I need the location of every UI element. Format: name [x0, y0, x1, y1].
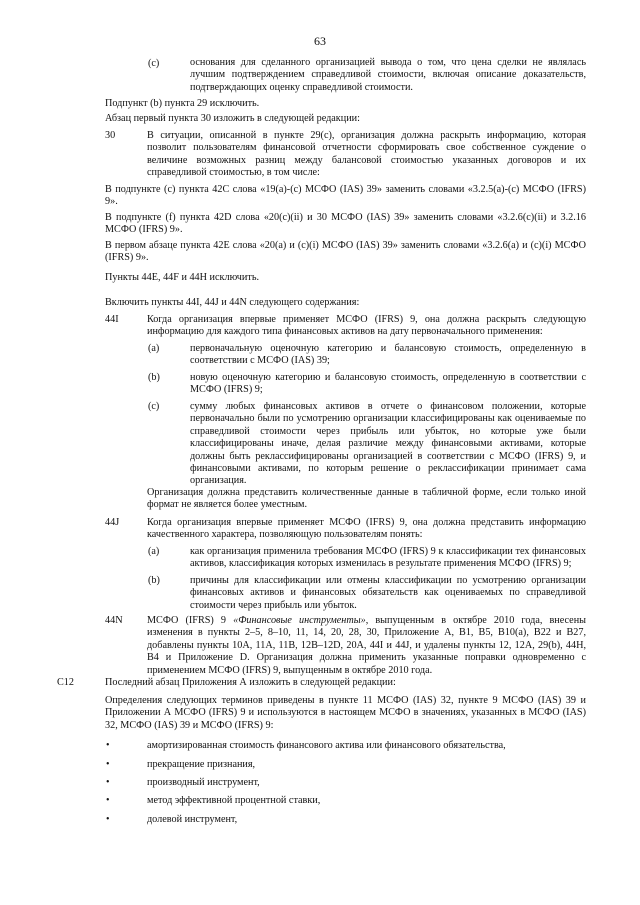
item-44N-italic: «Финансовые инструменты» [233, 615, 366, 626]
item-44I-b-text: новую оценочную категорию и балансовую стоимость, определенную в соответствии с МСФО (IFRS) 9; [190, 372, 586, 396]
bullet-3-text: производный инструмент, [147, 777, 260, 788]
item-44I-a-label: (a) [148, 343, 160, 354]
paragraph-5: В первом абзаце пункта 42Е слова «20(а) и (с)(i) МСФО (IAS) 39» заменить словами «3.2.6(а) и (с)(i) МСФО (IFRS) 9». [105, 240, 586, 264]
paragraph-6: Пункты 44Е, 44F и 44H исключить. [105, 272, 260, 283]
bullet-1: • [106, 740, 110, 751]
item-44J-label: 44J [105, 517, 120, 528]
bullet-2-text: прекращение признания, [147, 759, 256, 770]
top-item-text: основания для сделанного организацией вывода о том, что цена сделки не являлась лучшим подтверждением справедливой стоимости, включая описание доказательств, подтверждающих оценку справедливой стоимости. [190, 57, 586, 93]
bullet-4: • [106, 795, 110, 806]
paragraph-8: Определения следующих терминов приведены в пункте 11 МСФО (IAS) 32, пункте 9 МСФО (IAS) 39 и Приложении А МСФО (IFRS) 9 и используются в настоящем МСФО в значениях, указанных в МСФО (IAS) 32, МСФО (IAS) 39 и МСФО (IFRS) 9: [105, 695, 586, 731]
page-number: 63 [314, 34, 326, 48]
item-44J-text: Когда организация впервые применяет МСФО (IFRS) 9, она должна представить информацию качественного характера, позволяющую пользователям понять: [147, 517, 586, 541]
item-44N-body: , выпущенным в октябре 2010 года, внесены изменения в пункты 2–5, 8–10, 11, 14, 20, 28, 30, Приложение А, В1, В5, В10(а), В22 и В27, добавлены пункты 10А, 11А, 11В, 12В–12D, 20А, 44I и 44J, и удалены пункты 12, 12А, 29(b), 44Н, В4 и Приложение D. Организация должна применить указанные поправки одновременно с применением МСФО (IFRS) 9, выпущенным в октябре 2010 года. [147, 615, 586, 676]
item-44I-closing: Организация должна представить количественные данные в табличной форме, если только иной формат не является более уместным. [147, 487, 586, 511]
item-44J-a-text: как организация применила требования МСФО (IFRS) 9 к классификации тех финансовых активов, классификация которых изменилась в результате применения МСФО (IFRS) 9; [190, 546, 586, 570]
c12-label: C12 [57, 677, 74, 688]
item-44N-text [147, 615, 586, 677]
item-30-label: 30 [105, 130, 116, 141]
item-44N-lead: МСФО (IFRS) 9 [147, 615, 234, 626]
c12-text: Последний абзац Приложения А изложить в следующей редакции: [105, 677, 396, 688]
item-44I-b-label: (b) [148, 372, 160, 383]
bullet-3: • [106, 777, 110, 788]
paragraph-1: Подпункт (b) пункта 29 исключить. [105, 98, 260, 109]
item-44I-c-text: сумму любых финансовых активов в отчете о финансовом положении, которые первоначально были по усмотрению организации классифицированы как оцениваемые по справедливой стоимости через прибыль или убыток, но которые уже были классифицированы иначе, делая различие между финансовыми активами, которые должны быть реклассифицированы организацией в соответствии с МСФО (IFRS) 9, и финансовыми активами, по которым решение о реклассификации принимает сама организация. [190, 401, 586, 487]
bullet-5: • [106, 814, 110, 825]
item-44J-a-label: (a) [148, 546, 160, 557]
item-44I-text: Когда организация впервые применяет МСФО (IFRS) 9, она должна раскрыть следующую информацию для каждого типа финансовых активов на дату первоначального применения: [147, 314, 586, 338]
bullet-5-text: долевой инструмент, [147, 814, 238, 825]
paragraph-3: В подпункте (с) пункта 42С слова «19(а)-(с) МСФО (IAS) 39» заменить словами «3.2.5(а)-(с) МСФО (IFRS) 9». [105, 184, 586, 208]
item-44I-a-text: первоначальную оценочную категорию и балансовую стоимость, определенную в соответствии с МСФО (IAS) 39; [190, 343, 586, 367]
top-item-label: (c) [148, 58, 160, 69]
item-44N-label: 44N [105, 615, 123, 626]
item-30-text: В ситуации, описанной в пункте 29(c), организация должна раскрыть информацию, которая позволит пользователям финансовой отчетности сформировать свое собственное суждение о величине возможных разниц между балансовой стоимостью указанных договоров и их справедливой стоимостью, в том числе: [147, 130, 586, 179]
item-44I-label: 44I [105, 314, 119, 325]
paragraph-4: В подпункте (f) пункта 42D слова «20(с)(ii) и 30 МСФО (IAS) 39» заменить словами «3.2.6(с)(ii) и 3.2.16 МСФО (IFRS) 9». [105, 212, 586, 236]
bullet-2: • [106, 759, 110, 770]
bullet-4-text: метод эффективной процентной ставки, [147, 795, 321, 806]
item-44I-c-label: (c) [148, 401, 160, 412]
item-44J-b-label: (b) [148, 575, 160, 586]
bullet-1-text: амортизированная стоимость финансового актива или финансового обязательства, [147, 740, 506, 751]
item-44J-b-text: причины для классификации или отмены классификации по усмотрению организации финансовых активов и финансовых обязательств как оцениваемых по справедливой стоимости через прибыль или убыток. [190, 575, 586, 611]
paragraph-2: Абзац первый пункта 30 изложить в следующей редакции: [105, 113, 360, 124]
paragraph-7: Включить пункты 44I, 44J и 44N следующего содержания: [105, 297, 360, 308]
